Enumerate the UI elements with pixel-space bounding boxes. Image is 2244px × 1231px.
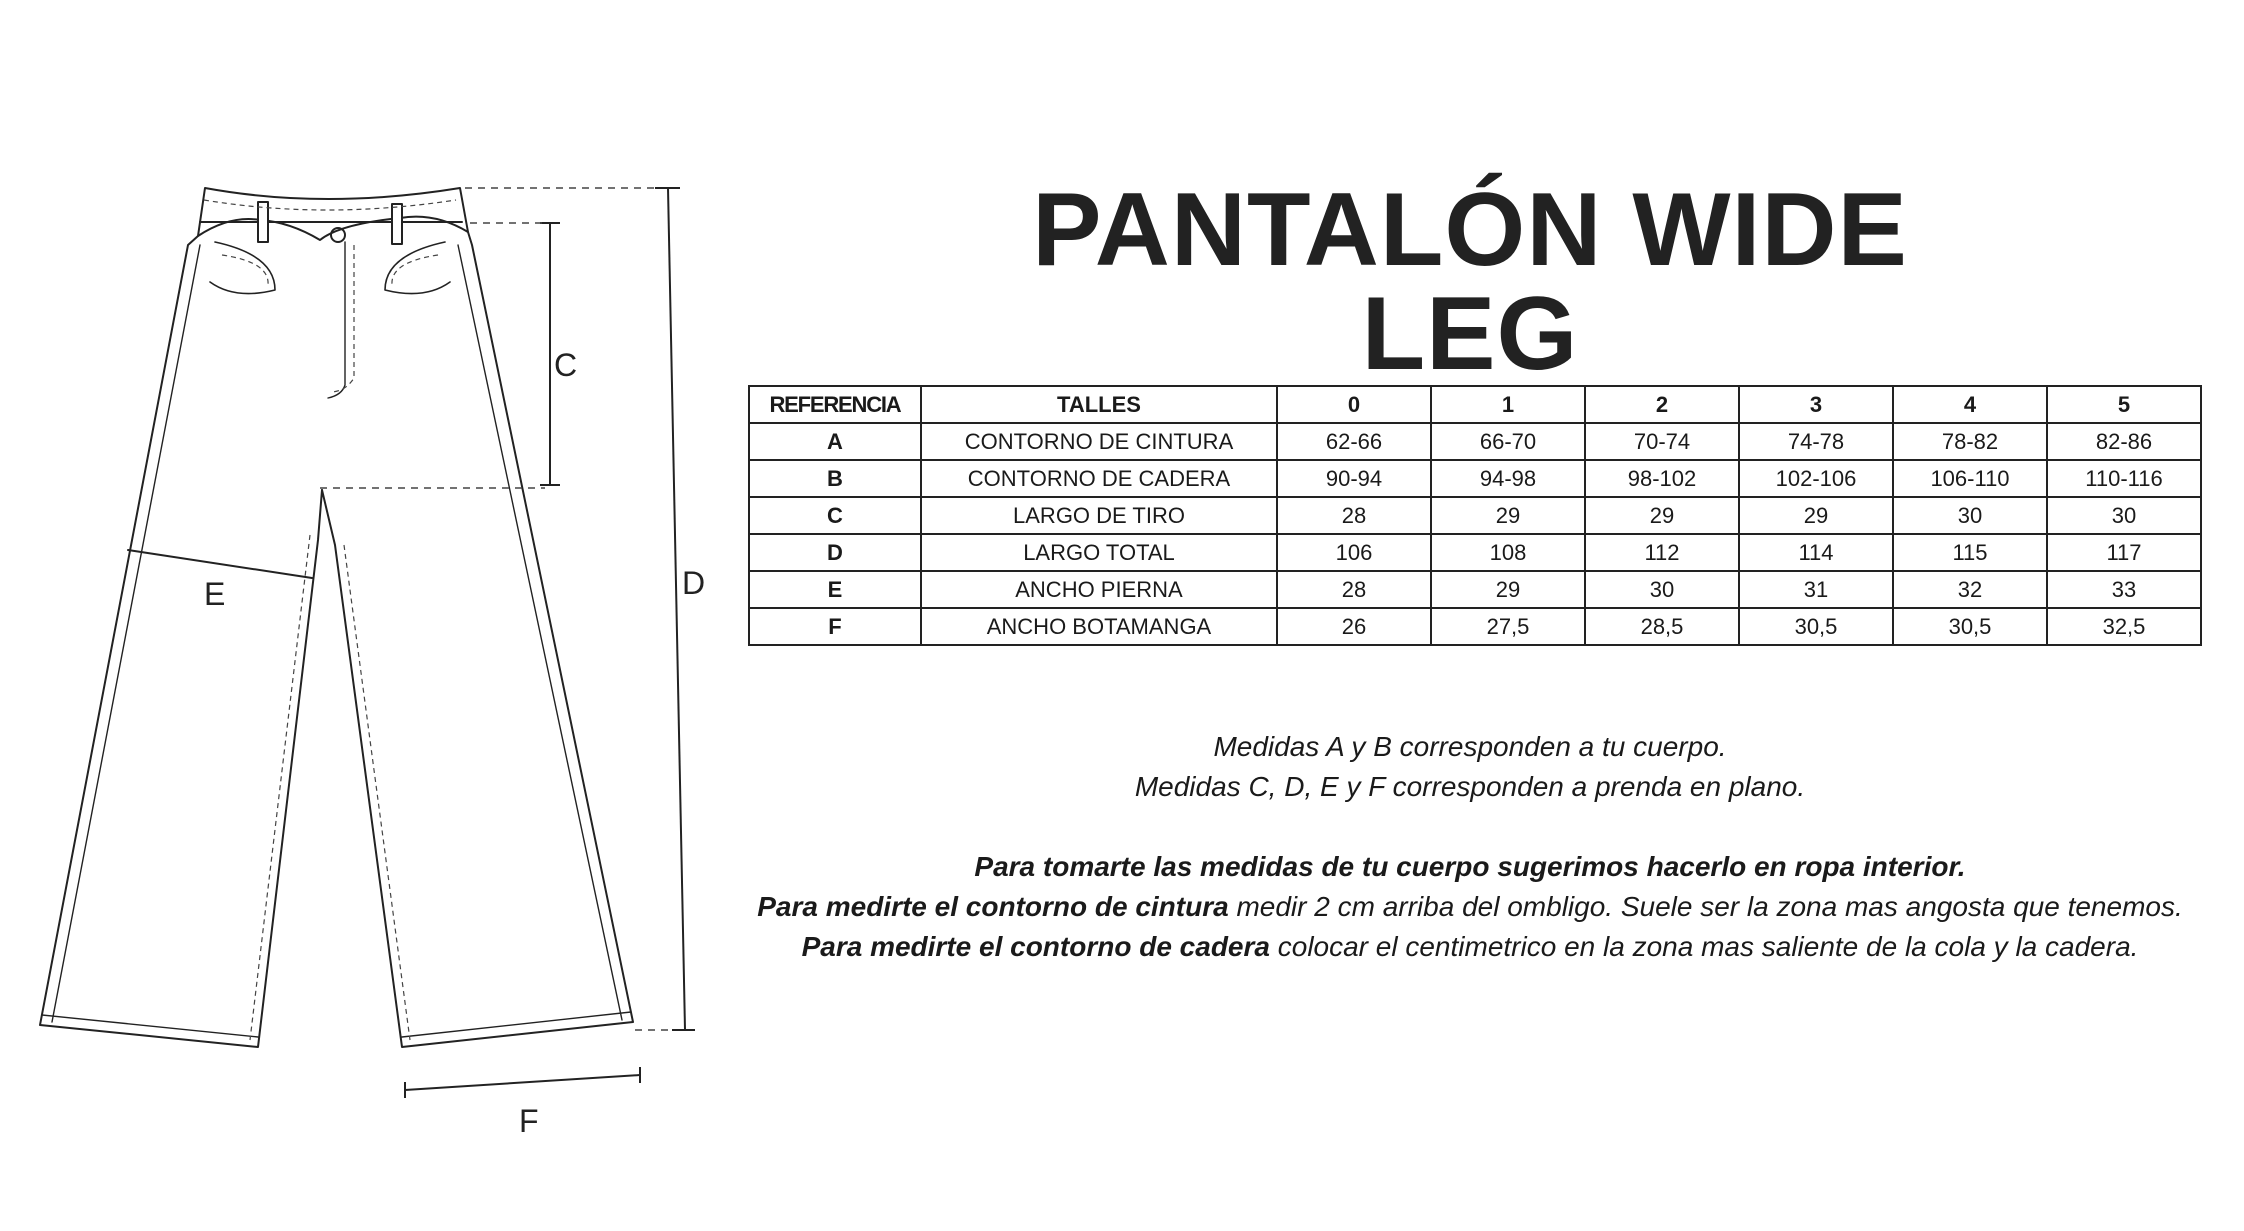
row-value: 115 [1893,534,2047,571]
row-measure-name: LARGO DE TIRO [921,497,1277,534]
size-chart-table [748,385,2202,646]
note-underwear: Para tomarte las medidas de tu cuerpo sugerimos hacerlo en ropa interior. [974,851,1966,882]
table-header-row [749,386,2201,423]
label-f: F [519,1103,539,1139]
row-value: 74-78 [1739,423,1893,460]
header-size-0: 0 [1277,386,1431,423]
dim-f-line [405,1075,640,1090]
header-size-1: 1 [1431,386,1585,423]
row-value: 114 [1739,534,1893,571]
row-value: 32,5 [2047,608,2201,645]
page-title: PANTALÓN WIDE LEG [1032,172,1908,392]
fly-stitch [328,242,345,398]
belt-loop-right [392,204,402,244]
row-value: 28 [1277,571,1431,608]
table-row [749,571,2201,608]
row-value: 62-66 [1277,423,1431,460]
right-side-seam [458,245,622,1020]
measurement-notes [740,727,2200,807]
left-side-seam [52,245,200,1022]
note-waist: Para medirte el contorno de cintura medir 2 cm arriba del ombligo. Suele ser la zona mas angosta que tenemos. [757,891,2183,922]
row-value: 112 [1585,534,1739,571]
row-value: 27,5 [1431,608,1585,645]
table-row [749,608,2201,645]
right-hem [402,1012,631,1037]
row-value: 70-74 [1585,423,1739,460]
left-hem [42,1015,258,1037]
table-row [749,497,2201,534]
table-row [749,460,2201,497]
pants-technical-drawing [0,0,760,1231]
header-size-5: 5 [2047,386,2201,423]
row-value: 106-110 [1893,460,2047,497]
row-measure-name: CONTORNO DE CADERA [921,460,1277,497]
row-value: 108 [1431,534,1585,571]
row-value: 26 [1277,608,1431,645]
row-value: 31 [1739,571,1893,608]
row-value: 33 [2047,571,2201,608]
row-value: 78-82 [1893,423,2047,460]
header-size-4: 4 [1893,386,2047,423]
header-talles: TALLES [921,386,1277,423]
note-hip: Para medirte el contorno de cadera colocar el centimetrico en la zona mas saliente de la cola y la cadera. [801,931,2139,962]
table-row [749,534,2201,571]
row-value: 29 [1431,571,1585,608]
table-row [749,423,2201,460]
row-ref: E [749,571,921,608]
row-value: 30,5 [1893,608,2047,645]
row-value: 29 [1431,497,1585,534]
row-value: 98-102 [1585,460,1739,497]
row-value: 66-70 [1431,423,1585,460]
right-pocket [385,242,450,294]
row-value: 110-116 [2047,460,2201,497]
row-value: 28 [1277,497,1431,534]
row-value: 102-106 [1739,460,1893,497]
header-size-2: 2 [1585,386,1739,423]
left-leg-outline [40,236,322,1047]
how-to-measure-notes [740,847,2200,967]
row-measure-name: ANCHO BOTAMANGA [921,608,1277,645]
label-e: E [204,576,226,612]
row-value: 82-86 [2047,423,2201,460]
row-ref: A [749,423,921,460]
row-measure-name: ANCHO PIERNA [921,571,1277,608]
note-garment-measures: Medidas C, D, E y F corresponden a prenda en plano. [1134,771,1806,802]
note-body-measures: Medidas A y B corresponden a tu cuerpo. [1213,731,1727,762]
row-value: 30 [1893,497,2047,534]
measure-e-line [128,550,312,578]
header-size-3: 3 [1739,386,1893,423]
dim-d-line [668,188,685,1030]
row-ref: D [749,534,921,571]
right-leg-outline [322,232,633,1047]
row-value: 32 [1893,571,2047,608]
row-measure-name: CONTORNO DE CINTURA [921,423,1277,460]
row-value: 90-94 [1277,460,1431,497]
row-value: 94-98 [1431,460,1585,497]
row-value: 29 [1739,497,1893,534]
label-c: C [554,347,578,383]
waistband-outline [198,188,468,240]
row-measure-name: LARGO TOTAL [921,534,1277,571]
row-value: 106 [1277,534,1431,571]
row-ref: F [749,608,921,645]
row-value: 30 [2047,497,2201,534]
row-value: 28,5 [1585,608,1739,645]
row-ref: C [749,497,921,534]
row-value: 117 [2047,534,2201,571]
row-ref: B [749,460,921,497]
left-pocket [210,242,275,294]
row-value: 29 [1585,497,1739,534]
label-d: D [682,565,706,601]
header-referencia: REFERENCIA [749,386,921,423]
row-value: 30,5 [1739,608,1893,645]
row-value: 30 [1585,571,1739,608]
